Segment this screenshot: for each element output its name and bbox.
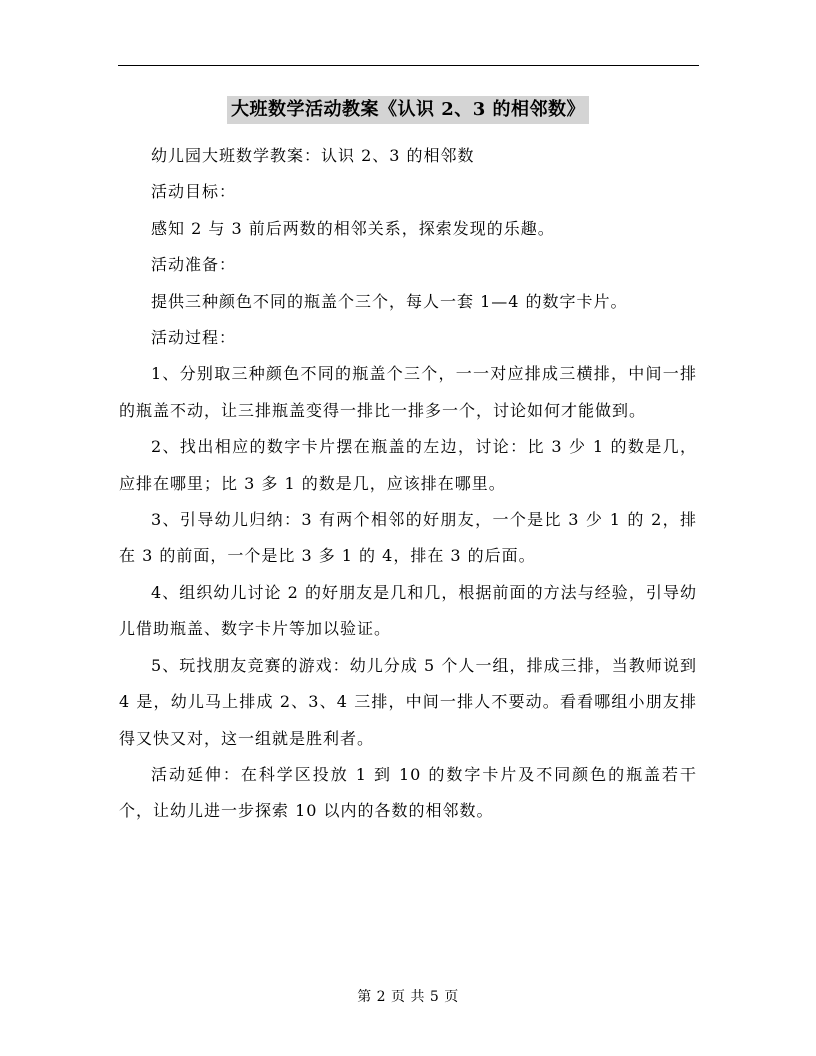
page-number-footer: 第 2 页 共 5 页 (357, 989, 459, 1005)
paragraph-preparation: 提供三种颜色不同的瓶盖个三个，每人一套 1—4 的数字卡片。 (151, 291, 628, 311)
paragraph-extension: 活动延伸：在科学区投放 1 到 10 的数字卡片及不同颜色的瓶盖若干个，让幼儿进一步探索 10 以内的各数的相邻数。 (119, 764, 697, 821)
header-rule (118, 65, 699, 66)
heading-process: 活动过程： (151, 328, 237, 348)
paragraph-step-2: 2、找出相应的数字卡片摆在瓶盖的左边，讨论：比 3 少 1 的数是几，应排在哪里；比 3 多 1 的数是几，应该排在哪里。 (119, 437, 697, 493)
heading-objectives: 活动目标： (151, 182, 237, 202)
paragraph-step-3: 3、引导幼儿归纳：3 有两个相邻的好朋友，一个是比 3 少 1 的 2，排在 3 的前面，一个是比 3 多 1 的 4，排在 3 的后面。 (119, 510, 697, 566)
heading-preparation: 活动准备： (151, 255, 237, 275)
document-body (119, 138, 697, 830)
paragraph-step-4: 4、组织幼儿讨论 2 的好朋友是几和几，根据前面的方法与经验，引导幼儿借助瓶盖、数字卡片等加以验证。 (119, 582, 697, 639)
paragraph-step-1: 1、分别取三种颜色不同的瓶盖个三个，一一对应排成三横排，中间一排的瓶盖不动，让三排瓶盖变得一排比一排多一个，讨论如何才能做到。 (119, 364, 697, 420)
paragraph-subtitle: 幼儿园大班数学教案：认识 2、3 的相邻数 (151, 146, 475, 165)
document-title: 大班数学活动教案《认识 2、3 的相邻数》 (227, 96, 589, 124)
paragraph-objectives: 感知 2 与 3 前后两数的相邻关系，探索发现的乐趣。 (151, 218, 555, 238)
title-container (0, 96, 816, 124)
paragraph-step-5: 5、玩找朋友竞赛的游戏：幼儿分成 5 个人一组，排成三排，当教师说到 4 是，幼儿马上排成 2、3、4 三排，中间一排人不要动。看看哪组小朋友排得又快又对，这一组就是胜利者。 (119, 655, 697, 748)
